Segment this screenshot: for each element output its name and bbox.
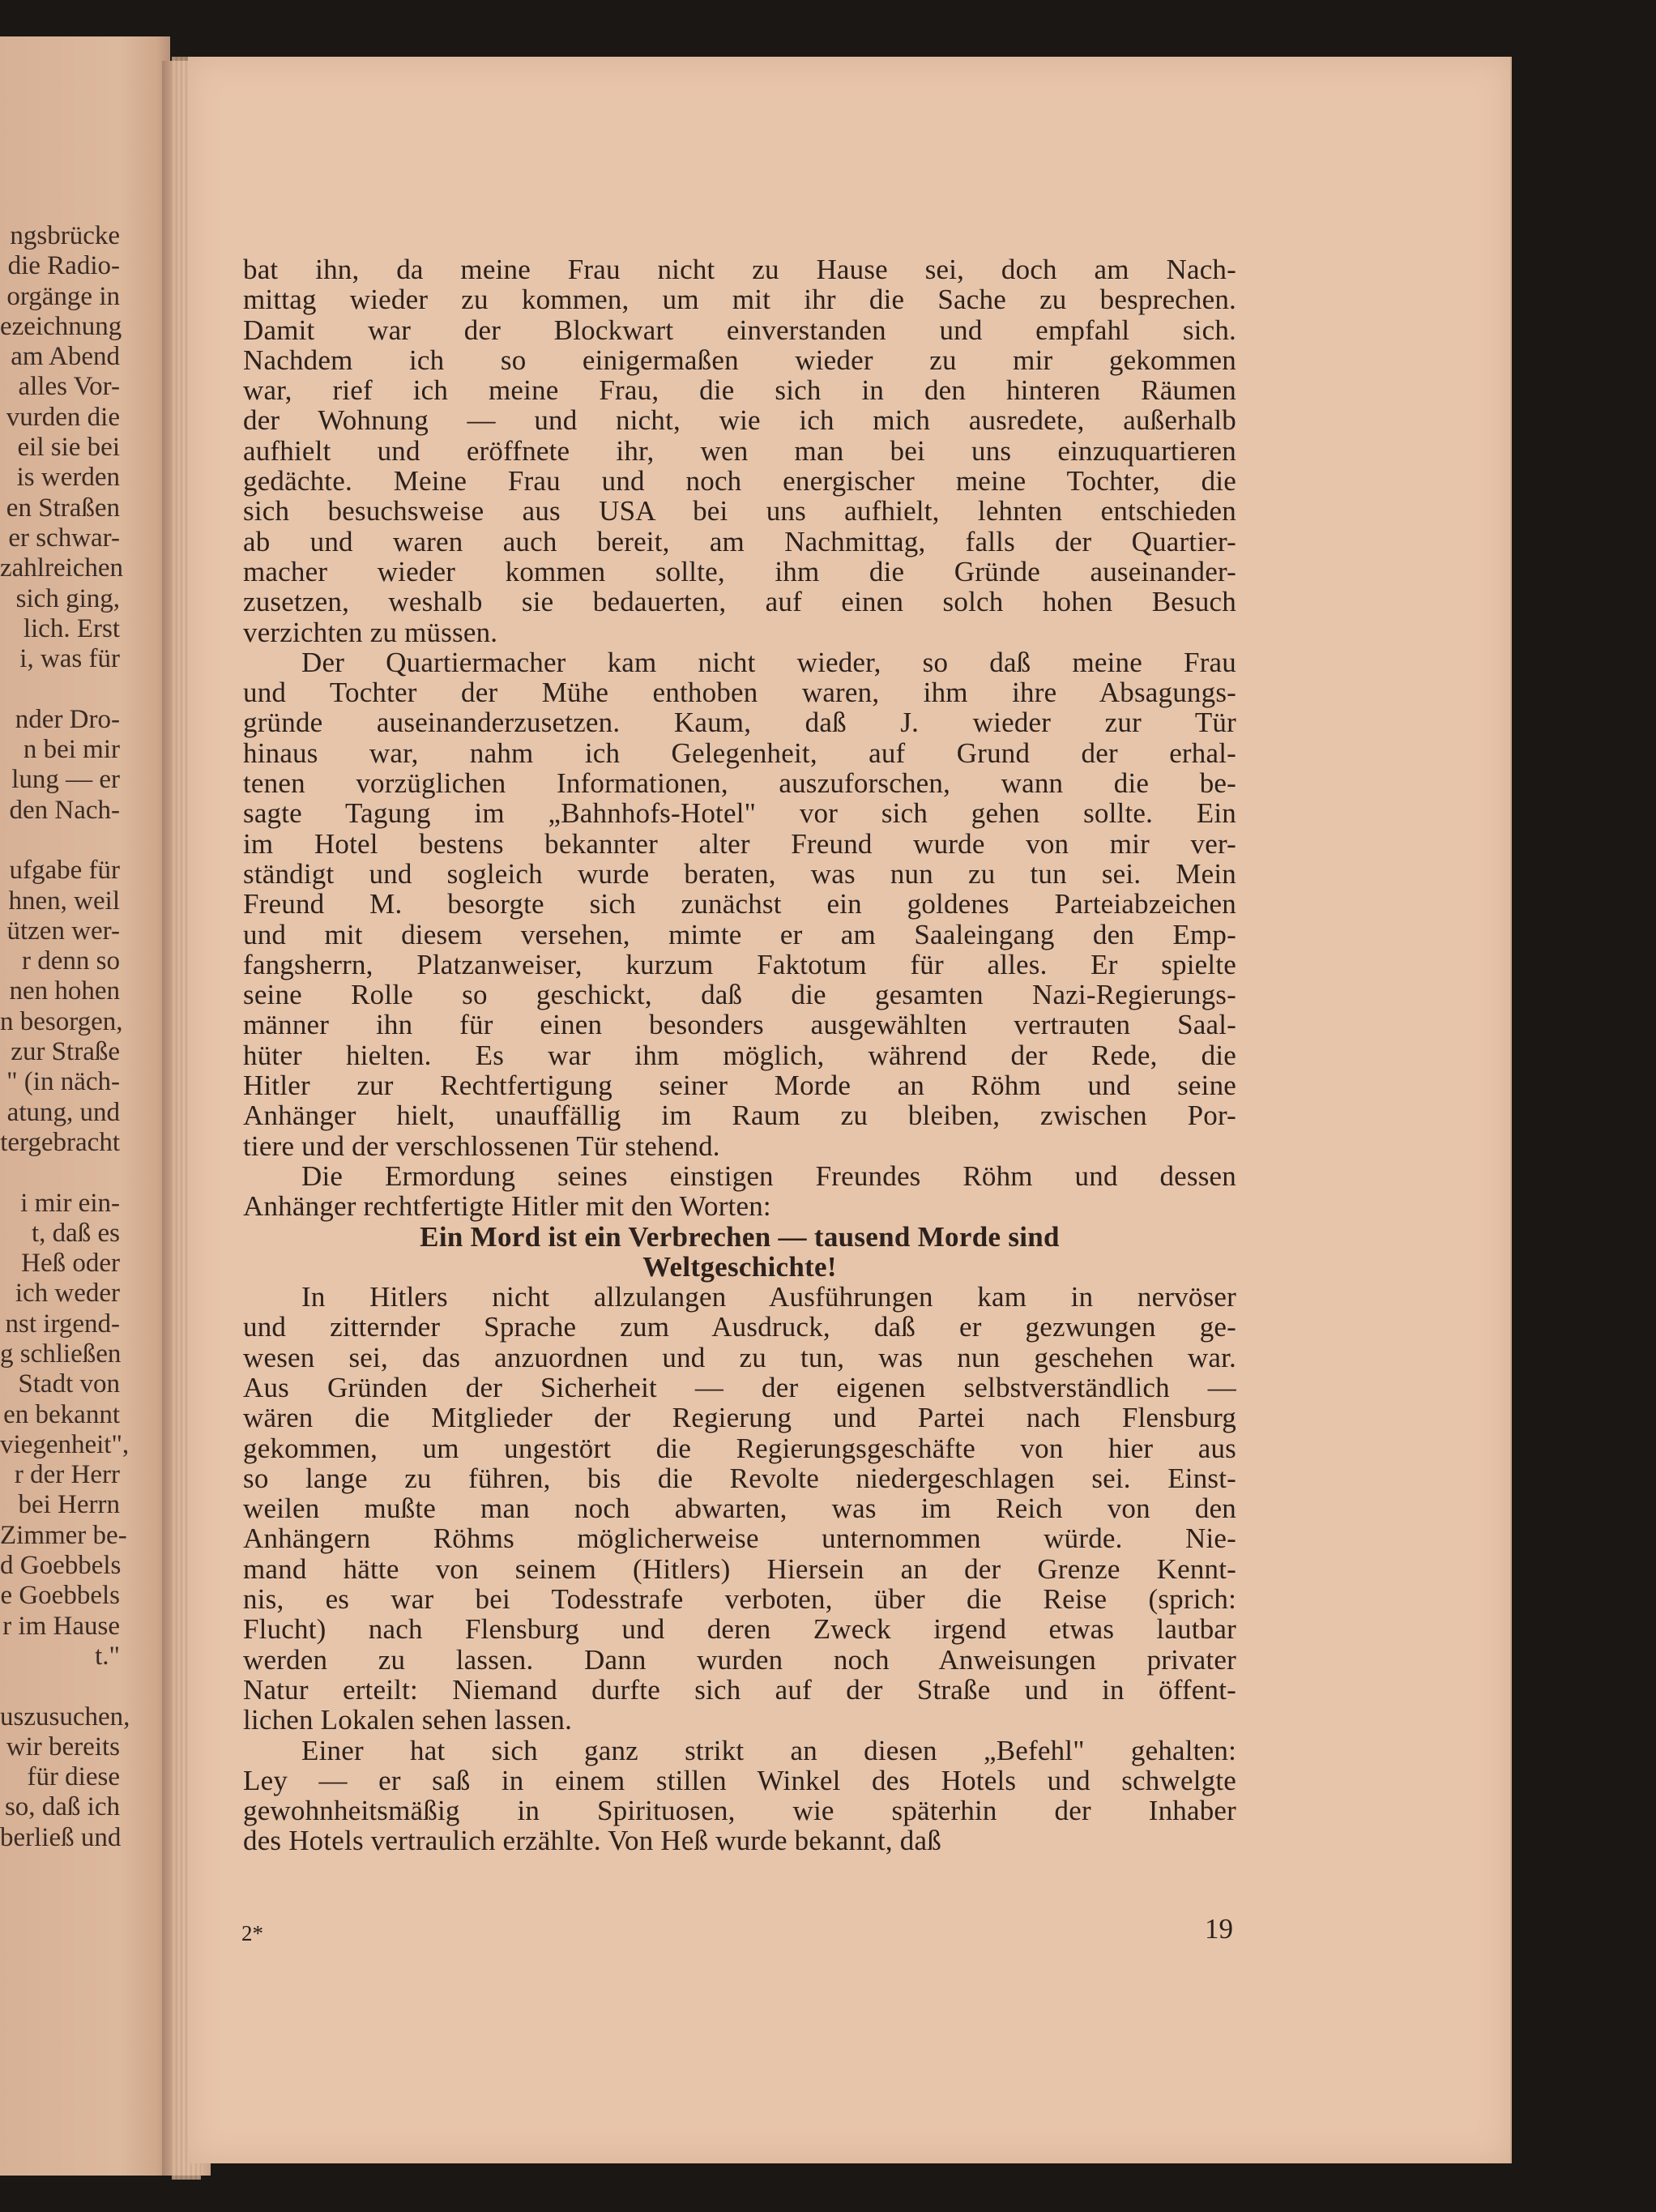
previous-page-line: zur Straße (11, 1037, 120, 1067)
previous-page-line: en Straßen (6, 493, 120, 523)
previous-page-line: t, daß es (31, 1218, 120, 1248)
text-line: mittag wieder zu kommen, um mit ihr die Sache zu besprechen. (243, 284, 1236, 316)
text-line: verzichten zu müssen. (243, 616, 498, 648)
previous-page-line: ützen wer- (6, 916, 120, 946)
previous-page-line: er schwar- (8, 523, 120, 553)
heading-line: Ein Mord ist ein Verbrechen — tausend Morde sind (420, 1220, 1060, 1253)
previous-page-line: wir bereits (6, 1732, 120, 1761)
text-line: sich besuchsweise aus USA bei uns aufhielt, lehnten entschieden (243, 495, 1236, 527)
text-line: hinaus war, nahm ich Gelegenheit, auf Grund der erhal- (243, 737, 1236, 769)
previous-page-line: so, daß ich (4, 1792, 120, 1822)
text-line: Aus Gründen der Sicherheit — der eigenen selbstverständlich — (243, 1371, 1236, 1403)
text-line: tiere und der verschlossenen Tür stehend. (243, 1129, 720, 1162)
text-line: Einer hat sich ganz strikt an diesen „Befehl" gehalten: (301, 1734, 1236, 1766)
previous-page-line: en bekannt (3, 1399, 120, 1429)
previous-page-line: d Goebbels (0, 1551, 122, 1581)
previous-page-line: i, was für (19, 644, 120, 674)
previous-page-line: vurden die (6, 402, 120, 432)
previous-page-line: Heß oder (21, 1249, 120, 1279)
text-line: seine Rolle so geschickt, daß die gesamten Nazi-Regierungs- (243, 979, 1236, 1011)
previous-page-line: r der Herr (14, 1460, 120, 1490)
previous-page-line: n bei mir (23, 735, 120, 765)
previous-page-line: eil sie bei (17, 433, 120, 463)
previous-page-line: nder Dro- (15, 704, 120, 734)
text-line: tenen vorzüglichen Informationen, auszuforschen, wann die be- (243, 767, 1236, 800)
previous-page-line: orgänge in (6, 281, 120, 311)
text-line: gekommen, um ungestört die Regierungsgeschäfte von hier aus (243, 1432, 1236, 1464)
previous-page-line: viegenheit", (0, 1429, 130, 1459)
previous-page-line: ngsbrücke (10, 221, 120, 250)
previous-page-line: den Nach- (9, 795, 120, 825)
previous-page-line (0, 826, 162, 856)
text-line: des Hotels vertraulich erzählte. Von Heß wurde bekannt, daß (243, 1825, 941, 1857)
text-line: bat ihn, da meine Frau nicht zu Hause sei, doch am Nach- (243, 254, 1236, 285)
text-line: nis, es war bei Todesstrafe verboten, über die Reise (sprich: (243, 1583, 1236, 1616)
previous-page-line: tergebracht (0, 1127, 120, 1157)
page-number: 19 (1205, 1913, 1233, 1945)
text-line: Nachdem ich so einigermaßen wieder zu mir gekommen (243, 344, 1236, 376)
previous-page-line: atung, und (6, 1097, 120, 1127)
previous-page-line: t." (95, 1641, 120, 1671)
previous-page-line: uszusuchen, (0, 1702, 130, 1732)
previous-page-line: ich weder (15, 1279, 120, 1309)
text-line: fangsherrn, Platzanweiser, kurzum Faktotum für alles. Er spielte (243, 948, 1236, 980)
previous-page-line: für diese (27, 1762, 120, 1792)
text-line: wären die Mitglieder der Regierung und Partei nach Flensburg (243, 1402, 1236, 1434)
previous-page (0, 36, 170, 2176)
text-line: im Hotel bestens bekannter alter Freund wurde von mir ver- (243, 827, 1236, 860)
previous-page-line: zahlreichen (0, 553, 124, 583)
previous-page-line: alles Vor- (18, 372, 120, 402)
text-line: und Tochter der Mühe enthoben waren, ihm ihre Absagungs- (243, 677, 1236, 709)
text-line: zusetzen, weshalb sie bedauerten, auf einen solch hohen Besuch (243, 586, 1236, 618)
page-body-text (243, 254, 1236, 1856)
previous-page-line: n besorgen, (0, 1006, 123, 1036)
text-line: so lange zu führen, bis die Revolte niedergeschlagen sei. Einst- (243, 1462, 1236, 1494)
heading-line: Weltgeschichte! (642, 1250, 837, 1283)
text-line: Natur erteilt: Niemand durfte sich auf der Straße und in öffent- (243, 1673, 1236, 1706)
text-line: Hitler zur Rechtfertigung seiner Morde an Röhm und seine (243, 1070, 1236, 1102)
previous-page-line: Zimmer be- (0, 1520, 127, 1550)
text-line: gründe auseinanderzusetzen. Kaum, daß J. wieder zur Tür (243, 707, 1236, 739)
text-line: weilen mußte man noch abwarten, was im Reich von den (243, 1492, 1236, 1525)
previous-page-line (0, 1672, 162, 1702)
previous-page-line: hnen, weil (8, 886, 120, 916)
text-line: war, rief ich meine Frau, die sich in den hinteren Räumen (243, 374, 1236, 407)
previous-page-text (0, 221, 162, 1853)
text-line: ab und waren auch bereit, am Nachmittag, falls der Quartier- (243, 525, 1236, 557)
previous-page-line: die Radio- (7, 251, 120, 281)
previous-page-line: g schließen (0, 1339, 122, 1369)
text-line: Anhängern Röhms möglicherweise unternommen würde. Nie- (243, 1522, 1236, 1555)
signature-mark: 2* (241, 1921, 263, 1945)
text-line: mand hätte von seinem (Hitlers) Hiersein an der Grenze Kennt- (243, 1552, 1236, 1585)
previous-page-line: ezeichnung (0, 311, 122, 341)
text-line: hüter hielten. Es war ihm möglich, während der Rede, die (243, 1039, 1236, 1071)
previous-page-line: " (in näch- (6, 1067, 120, 1097)
previous-page-line: sich ging, (15, 583, 120, 613)
text-line: Die Ermordung seines einstigen Freundes Röhm und dessen (301, 1159, 1236, 1192)
previous-page-line: lich. Erst (23, 613, 120, 643)
previous-page-line: r im Hause (2, 1611, 120, 1641)
previous-page-line: i mir ein- (20, 1188, 120, 1218)
text-line: Anhänger rechtfertigte Hitler mit den Worten: (243, 1190, 771, 1223)
previous-page-line (0, 1158, 162, 1188)
centered-heading (243, 1222, 1236, 1283)
text-line: der Wohnung — und nicht, wie ich mich ausredete, außerhalb (243, 404, 1236, 437)
previous-page-line: r denn so (22, 946, 120, 976)
previous-page-line: nen hohen (9, 976, 120, 1006)
previous-page-line: lung — er (11, 765, 120, 795)
previous-page-line: ufgabe für (9, 856, 120, 886)
text-line: wesen sei, das anzuordnen und zu tun, was nun geschehen war. (243, 1341, 1236, 1373)
previous-page-line: e Goebbels (0, 1581, 120, 1611)
text-line: In Hitlers nicht allzulangen Ausführungen kam in nervöser (301, 1281, 1236, 1313)
previous-page-line (0, 674, 162, 704)
previous-page-line: is werden (16, 463, 120, 493)
previous-page-line: nst irgend- (5, 1309, 120, 1339)
previous-page-line: am Abend (11, 342, 120, 372)
text-line: werden zu lassen. Dann wurden noch Anweisungen privater (243, 1643, 1236, 1676)
text-line: Ley — er saß in einem stillen Winkel des Hotels und schwelgte (243, 1764, 1236, 1796)
text-line: und zitternder Sprache zum Ausdruck, daß er gezwungen ge- (243, 1311, 1236, 1343)
text-line: gewohnheitsmäßig in Spirituosen, wie späterhin der Inhaber (243, 1795, 1236, 1827)
text-line: Der Quartiermacher kam nicht wieder, so daß meine Frau (301, 646, 1236, 678)
previous-page-line: Stadt von (18, 1369, 120, 1399)
text-line: und mit diesem versehen, mimte er am Saaleingang den Emp- (243, 918, 1236, 950)
text-line: Flucht) nach Flensburg und deren Zweck irgend etwas lautbar (243, 1613, 1236, 1646)
text-line: aufhielt und eröffnete ihr, wen man bei uns einzuquartieren (243, 434, 1236, 467)
text-line: ständigt und sogleich wurde beraten, was nun zu tun sei. Mein (243, 857, 1236, 890)
previous-page-line: berließ und (0, 1822, 122, 1852)
text-line: männer ihn für einen besonders ausgewählten vertrauten Saal- (243, 1009, 1236, 1041)
text-line: lichen Lokalen sehen lassen. (243, 1704, 573, 1736)
text-line: Anhänger hielt, unauffällig im Raum zu bleiben, zwischen Por- (243, 1100, 1236, 1132)
text-line: Damit war der Blockwart einverstanden und empfahl sich. (243, 314, 1236, 346)
text-line: gedächte. Meine Frau und noch energischer meine Tochter, die (243, 465, 1236, 497)
text-line: macher wieder kommen sollte, ihm die Gründe auseinander- (243, 555, 1236, 587)
text-line: sagte Tagung im „Bahnhofs-Hotel" vor sich gehen sollte. Ein (243, 797, 1236, 830)
text-line: Freund M. besorgte sich zunächst ein goldenes Parteiabzeichen (243, 888, 1236, 920)
previous-page-line: bei Herrn (18, 1490, 120, 1520)
